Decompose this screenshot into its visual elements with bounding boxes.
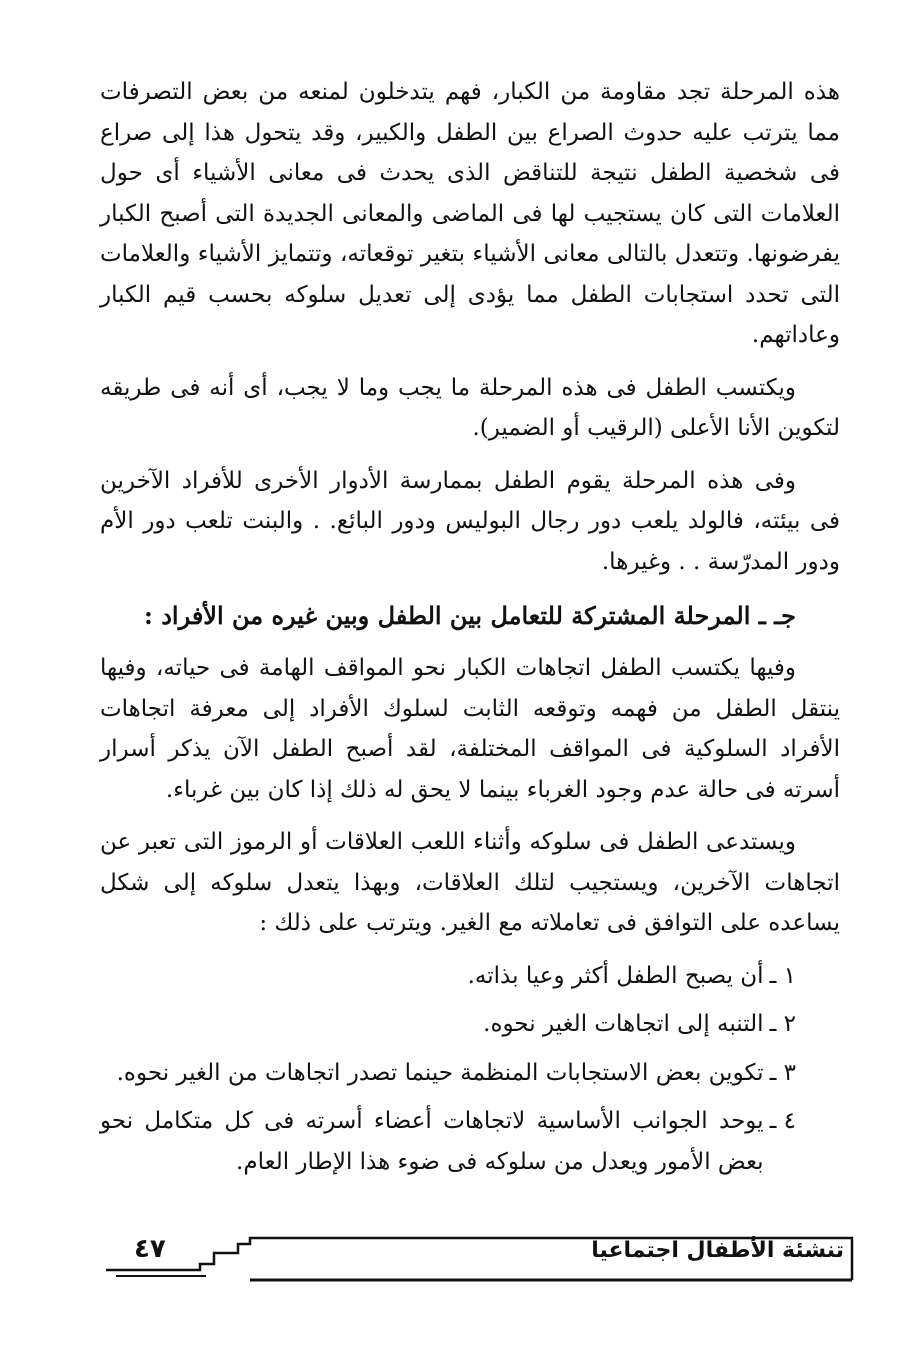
consequences-list [100,956,840,1183]
list-item [100,1053,840,1094]
list-item [100,1004,840,1045]
list-item-text: تكوين بعض الاستجابات المنظمة حينما تصدر اتجاهات من الغير نحوه. [116,1059,764,1086]
list-item-number: ٢ ـ [769,1011,796,1037]
list-item-text: يوحد الجوانب الأساسية لاتجاهات أعضاء أسرته فى كل متكامل نحو بعض الأمور ويعدل من سلوكه فى ضوء هذا الإطار العام. [100,1108,764,1175]
paragraph-4: وفيها يكتسب الطفل اتجاهات الكبار نحو المواقف الهامة فى حياته، وفيها ينتقل الطفل من فهمه وتوقعه الثابت لسلوك الأفراد إلى معرفة اتجاهات الأفراد السلوكية فى المواقف المختلفة، لقد أصبح الطفل الآن يذكر أسرار أسرته فى حالة عدم وجود الغرباء بينما لا يحق له ذلك إذا كان بين غرباء. [100,655,840,803]
list-item-number: ٤ ـ [769,1108,796,1134]
paragraph-5: ويستدعى الطفل فى سلوكه وأثناء اللعب العلاقات أو الرموز التى تعبر عن اتجاهات الآخرين، ويستجيب لتلك العلاقات، وبهذا يتعدل سلوكه إلى شكل يساعده على التوافق فى تعاملاته مع الغير. ويترتب على ذلك : [100,829,840,936]
list-item-number: ١ ـ [769,962,796,989]
list-item-number: ٣ ـ [769,1059,796,1086]
page-text [100,72,840,1190]
paragraph-3: وفى هذه المرحلة يقوم الطفل بممارسة الأدوار الأخرى للأفراد الآخرين فى بيئته، فالولد يلعب دور رجال البوليس ودور البائع. . والبنت تلعب دور الأم ودور المدرّسة . . وغيرها. [100,467,840,575]
book-title: تنشئة الأطفال اجتماعيا [591,1238,844,1263]
paragraph-1: هذه المرحلة تجد مقاومة من الكبار، فهم يتدخلون لمنعه من بعض التصرفات مما يترتب عليه حدوث الصراع بين الطفل والكبير، وقد يتحول هذا إلى صراع فى شخصية الطفل نتيجة للتناقض الذى يحدث فى معانى الأشياء أى حول العلامات التى كان يستجيب لها فى الماضى والمعانى الجديدة التى أصبح الكبار يفرضونها. وتتعدل بالتالى معانى الأشياء بتغير توقعاته، وتتمايز الأشياء والعلامات التى تحدد استجابات الطفل مما يؤدى إلى تعديل سلوكه بحسب قيم الكبار وعاداتهم. [100,79,840,348]
list-item [100,1101,840,1182]
page-footer [0,1208,920,1288]
list-item-text: أن يصبح الطفل أكثر وعيا بذاته. [467,962,764,989]
paragraph-2: ويكتسب الطفل فى هذه المرحلة ما يجب وما لا يجب، أى أنه فى طريقه لتكوين الأنا الأعلى (الرقيب أو الضمير). [100,374,840,441]
list-item-text: التنبه إلى اتجاهات الغير نحوه. [483,1011,764,1037]
section-heading: جـ ـ المرحلة المشتركة للتعامل بين الطفل وبين غيره من الأفراد : [144,601,796,630]
page-number: ٤٧ [134,1234,166,1264]
list-item [100,956,840,997]
